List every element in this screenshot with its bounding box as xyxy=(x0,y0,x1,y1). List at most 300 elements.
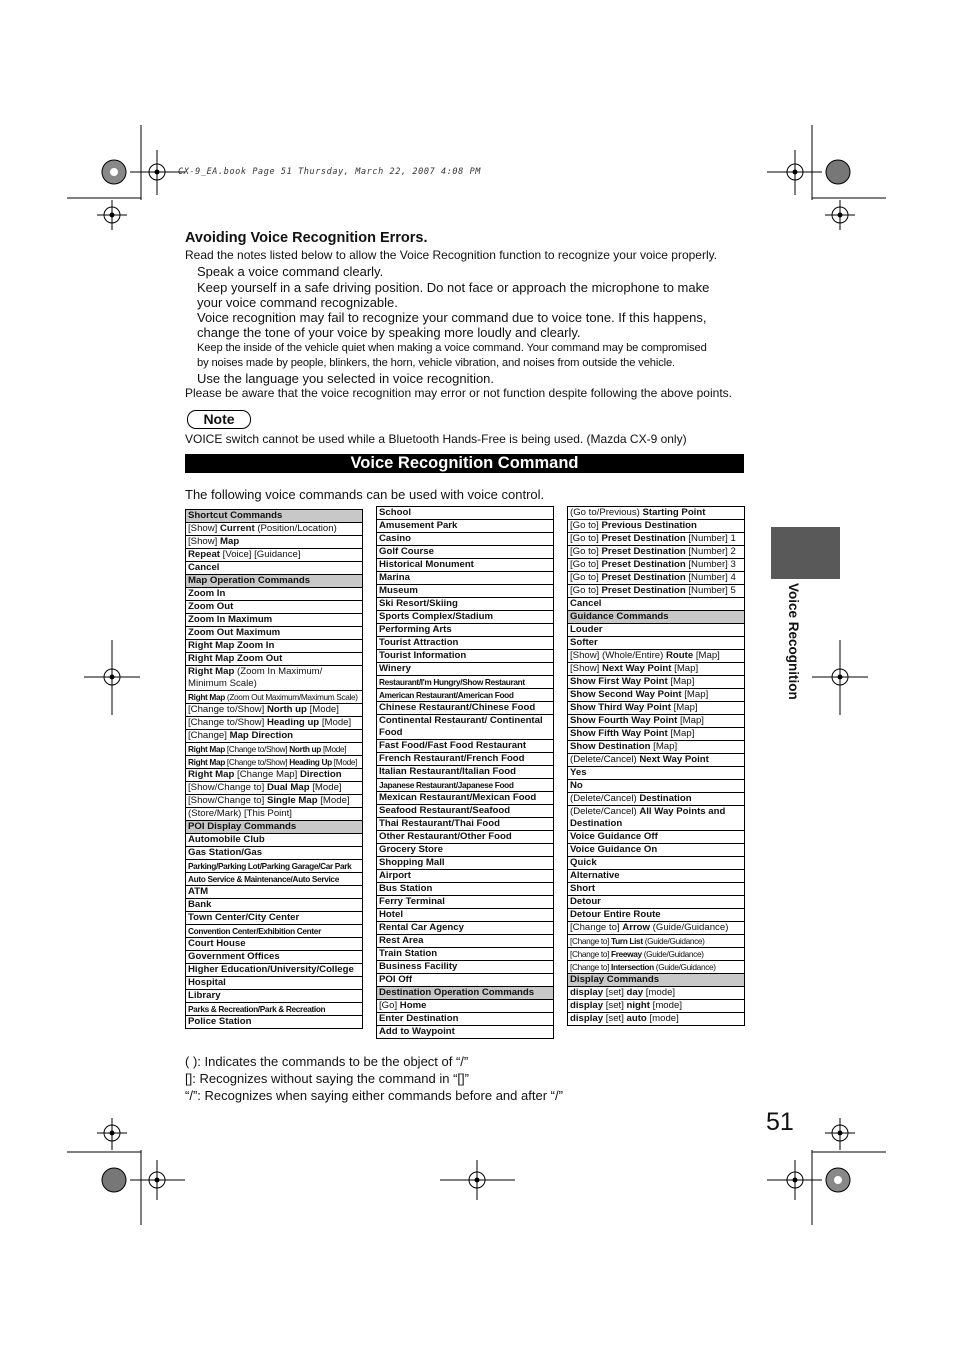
command-row xyxy=(568,624,744,637)
bullet-5: Use the language you selected in voice recognition. xyxy=(197,371,495,386)
command-text: [Show/Change to] xyxy=(188,782,267,793)
command-text: [Change to] xyxy=(570,962,612,972)
bullet-1: Speak a voice command clearly. xyxy=(197,264,384,279)
command-text: (Zoom Out Maximum/Maximum Scale) xyxy=(224,692,358,702)
command-section-header xyxy=(568,611,744,624)
command-text: [Number] 3 xyxy=(685,559,736,570)
command-row xyxy=(377,805,553,818)
command-text: Louder xyxy=(570,624,603,635)
command-row xyxy=(186,964,362,977)
command-row xyxy=(377,740,553,753)
command-text: POI Off xyxy=(379,974,413,985)
command-text: (Delete/Cancel) xyxy=(570,793,640,804)
command-text: Fast Food/Fast Food Restaurant xyxy=(379,740,527,751)
command-row xyxy=(186,834,362,847)
command-row xyxy=(568,520,744,533)
command-text: Right Map xyxy=(188,692,225,702)
command-row xyxy=(568,831,744,844)
command-text: Arrow xyxy=(622,922,650,933)
command-text: [Change Map] xyxy=(234,769,300,780)
command-text: (Guide/Guidance) xyxy=(641,949,704,959)
command-text: Golf Course xyxy=(379,546,434,557)
command-row xyxy=(186,717,362,730)
command-row xyxy=(377,870,553,883)
command-text: [Mode] xyxy=(331,757,358,767)
commands-intro: The following voice commands can be used with voice control. xyxy=(185,487,545,502)
command-text: Show First Way Point xyxy=(570,676,668,687)
command-text: (Zoom In Maximum/ Minimum Scale) xyxy=(188,666,323,689)
command-row xyxy=(377,909,553,922)
command-text: (Delete/Cancel) xyxy=(570,754,640,765)
command-row xyxy=(568,507,744,520)
command-text: [Show/Change to] xyxy=(188,795,267,806)
command-text: Short xyxy=(570,883,596,894)
command-text: [Mode] xyxy=(309,782,342,793)
avoid-intro: Read the notes listed below to allow the Voice Recognition function to recognize your voice properly. xyxy=(185,248,718,262)
command-text: French Restaurant/French Food xyxy=(379,753,525,764)
command-text: Show Fifth Way Point xyxy=(570,728,668,739)
command-row xyxy=(568,883,744,896)
command-text: [Mode] xyxy=(321,744,347,754)
avoid-errors-title: Avoiding Voice Recognition Errors. xyxy=(185,230,428,246)
command-row xyxy=(377,559,553,572)
command-text: Ski Resort/Skiing xyxy=(379,598,458,609)
command-text: [Number] 5 xyxy=(685,585,736,596)
command-text: American Restaurant/American Food xyxy=(379,690,514,700)
command-text: Government Offices xyxy=(188,951,280,962)
command-text: Higher Education/University/College xyxy=(188,964,354,975)
command-text: Parks & Recreation/Park & Recreation xyxy=(188,1004,326,1014)
command-text: School xyxy=(379,507,411,518)
command-row xyxy=(186,730,362,743)
command-text: (Guide/Guidance) xyxy=(642,936,705,946)
command-row xyxy=(377,844,553,857)
command-row xyxy=(186,886,362,899)
command-text: Preset Destination xyxy=(601,585,686,596)
command-row xyxy=(377,1000,553,1013)
command-row xyxy=(568,909,744,922)
command-text: [Mode] xyxy=(306,704,339,715)
command-text: (Store/Mark) [This Point] xyxy=(188,808,292,819)
command-text: Amusement Park xyxy=(379,520,458,531)
command-text: Heading up xyxy=(266,717,320,728)
command-text: Casino xyxy=(379,533,411,544)
command-row xyxy=(568,948,744,961)
command-text: Sports Complex/Stadium xyxy=(379,611,494,622)
command-row xyxy=(568,598,744,611)
command-text: [Change to/Show] xyxy=(188,704,267,715)
command-row xyxy=(377,792,553,805)
command-row xyxy=(377,572,553,585)
command-text: [Go to] xyxy=(570,520,602,531)
command-text: Historical Monument xyxy=(379,559,474,570)
command-text: display xyxy=(570,1000,604,1011)
command-row xyxy=(377,857,553,870)
command-row xyxy=(377,818,553,831)
command-text: Parking/Parking Lot/Parking Garage/Car Park xyxy=(188,861,352,871)
command-row xyxy=(186,1016,362,1029)
command-text: Voice Guidance On xyxy=(570,844,658,855)
command-text: [Mode] xyxy=(317,795,350,806)
command-text: [Show] (Whole/Entire) xyxy=(570,650,666,661)
command-text: Freeway xyxy=(611,949,642,959)
command-text: Next Way Point xyxy=(639,754,709,765)
command-text: Gas Station/Gas xyxy=(188,847,263,858)
command-row xyxy=(568,728,744,741)
command-text: Cancel xyxy=(570,598,602,609)
command-row xyxy=(186,666,362,691)
bullet-2-line-2: your voice command recognizable. xyxy=(197,295,398,310)
command-text: Town Center/City Center xyxy=(188,912,300,923)
command-text: Intersection xyxy=(611,962,654,972)
command-text: Preset Destination xyxy=(601,546,686,557)
command-text: [Go to] xyxy=(570,559,602,570)
command-text: Turn List xyxy=(611,936,643,946)
command-text: [Go to] xyxy=(570,533,602,544)
command-row xyxy=(186,549,362,562)
command-text: Softer xyxy=(570,637,598,648)
command-text: night xyxy=(626,1000,650,1011)
command-text: Right Map xyxy=(188,666,235,677)
command-text: Destination Operation Commands xyxy=(379,987,535,998)
print-header: CX-9_EA.book Page 51 Thursday, March 22, 2007 4:08 PM xyxy=(178,167,482,177)
command-text: [Change to] xyxy=(570,949,612,959)
command-text: [Map] xyxy=(667,676,695,687)
command-text: [Go to] xyxy=(570,585,602,596)
command-row xyxy=(568,533,744,546)
command-row xyxy=(186,627,362,640)
command-row xyxy=(186,601,362,614)
command-text: Marina xyxy=(379,572,410,583)
command-text: Continental Restaurant/ Continental Food xyxy=(379,715,543,738)
command-text: Map Operation Commands xyxy=(188,575,311,586)
section-title-bar: Voice Recognition Command xyxy=(185,454,744,473)
command-row xyxy=(377,533,553,546)
command-row xyxy=(568,922,744,935)
command-text: Enter Destination xyxy=(379,1013,459,1024)
command-row xyxy=(377,753,553,766)
command-row xyxy=(377,935,553,948)
command-text: [Map] xyxy=(693,650,720,661)
command-text: Ferry Terminal xyxy=(379,896,445,907)
command-row xyxy=(377,507,553,520)
bullet-4-line-2: by noises made by people, blinkers, the horn, vehicle vibration, and noises from outside the vehicle. xyxy=(197,357,676,369)
command-row xyxy=(186,847,362,860)
command-row xyxy=(568,702,744,715)
command-text: Right Map xyxy=(188,757,225,767)
command-text: Right Map Zoom In xyxy=(188,640,275,651)
command-text: Police Station xyxy=(188,1016,252,1027)
command-text: Seafood Restaurant/Seafood xyxy=(379,805,511,816)
command-text: Performing Arts xyxy=(379,624,452,635)
command-text: Library xyxy=(188,990,221,1001)
command-row xyxy=(377,1013,553,1026)
command-column-2 xyxy=(376,506,554,1039)
command-text: [Change to] xyxy=(570,936,612,946)
command-text: [Go to] xyxy=(570,572,602,583)
command-text: Right Map xyxy=(188,769,235,780)
command-text: Grocery Store xyxy=(379,844,443,855)
command-row xyxy=(568,987,744,1000)
command-text: Guidance Commands xyxy=(570,611,669,622)
command-row xyxy=(568,780,744,793)
command-text: Zoom In xyxy=(188,588,226,599)
command-text: Mexican Restaurant/Mexican Food xyxy=(379,792,537,803)
command-text: Italian Restaurant/Italian Food xyxy=(379,766,516,777)
command-text: Other Restaurant/Other Food xyxy=(379,831,512,842)
command-text: Map xyxy=(220,536,240,547)
command-text: Alternative xyxy=(570,870,620,881)
command-row xyxy=(377,611,553,624)
command-text: (Go to/Previous) xyxy=(570,507,643,518)
command-text: No xyxy=(570,780,583,791)
command-row xyxy=(377,715,553,740)
command-row xyxy=(568,585,744,598)
command-row xyxy=(377,922,553,935)
command-text: Right Map xyxy=(188,744,225,754)
command-text: [mode] xyxy=(649,1000,682,1011)
command-row xyxy=(377,650,553,663)
command-text: Hospital xyxy=(188,977,226,988)
command-text: [Go] xyxy=(379,1000,400,1011)
command-row xyxy=(186,912,362,925)
command-row xyxy=(377,974,553,987)
command-row xyxy=(377,663,553,676)
command-text: Airport xyxy=(379,870,411,881)
command-row xyxy=(186,977,362,990)
command-text: [Change] xyxy=(188,730,230,741)
command-row xyxy=(377,831,553,844)
command-section-header xyxy=(186,575,362,588)
command-text: North up xyxy=(289,744,321,754)
command-text: [Mode] xyxy=(319,717,352,728)
command-text: Shopping Mall xyxy=(379,857,445,868)
command-row xyxy=(377,896,553,909)
command-row xyxy=(568,844,744,857)
command-row xyxy=(186,743,362,756)
legend-brackets: []: Recognizes without saying the command in “[]” xyxy=(185,1071,469,1086)
command-text: [Show] xyxy=(188,536,220,547)
command-row xyxy=(568,559,744,572)
command-text: Dual Map xyxy=(266,782,310,793)
command-row xyxy=(568,650,744,663)
command-text: Thai Restaurant/Thai Food xyxy=(379,818,500,829)
command-text: [Number] 4 xyxy=(685,572,736,583)
command-text: Cancel xyxy=(188,562,220,573)
command-text: Right Map Zoom Out xyxy=(188,653,283,664)
command-text: Preset Destination xyxy=(601,559,686,570)
command-text: Display Commands xyxy=(570,974,660,985)
command-text: Preset Destination xyxy=(601,533,686,544)
command-row xyxy=(186,653,362,666)
command-row xyxy=(377,961,553,974)
command-text: day xyxy=(626,987,644,998)
command-text: [Voice] [Guidance] xyxy=(220,549,301,560)
command-row xyxy=(377,779,553,792)
command-row xyxy=(186,951,362,964)
command-row xyxy=(186,769,362,782)
side-tab-label: Voice Recognition xyxy=(786,583,801,700)
command-text: Tourist Information xyxy=(379,650,467,661)
command-text: [Change to/Show] xyxy=(188,717,267,728)
command-text: Zoom Out Maximum xyxy=(188,627,281,638)
command-row xyxy=(568,546,744,559)
command-row xyxy=(186,614,362,627)
command-text: Show Destination xyxy=(570,741,651,752)
command-text: Show Third Way Point xyxy=(570,702,671,713)
command-text: [Map] xyxy=(671,663,699,674)
avoid-outro: Please be aware that the voice recognition may error or not function despite following the above points. xyxy=(185,386,732,400)
command-text: Auto Service & Maintenance/Auto Service xyxy=(188,874,339,884)
command-row xyxy=(377,948,553,961)
command-text: (Delete/Cancel) xyxy=(570,806,640,817)
command-text: Destination xyxy=(639,793,692,804)
command-row xyxy=(377,624,553,637)
command-text: Current xyxy=(220,523,255,534)
command-row xyxy=(377,546,553,559)
command-text: [Change to] xyxy=(570,922,623,933)
command-row xyxy=(568,1013,744,1026)
command-section-header xyxy=(377,987,553,1000)
command-row xyxy=(377,1026,553,1039)
command-text: Court House xyxy=(188,938,246,949)
command-section-header xyxy=(186,510,362,523)
command-row xyxy=(186,588,362,601)
command-text: [Map] xyxy=(670,702,698,713)
command-text: [set] xyxy=(603,987,627,998)
command-text: Repeat xyxy=(188,549,220,560)
command-text: [Show] xyxy=(188,523,220,534)
command-row xyxy=(186,925,362,938)
command-text: [mode] xyxy=(643,987,676,998)
command-text: [Change to/Show] xyxy=(224,757,290,767)
command-row xyxy=(186,523,362,536)
command-section-header xyxy=(568,974,744,987)
command-text: ATM xyxy=(188,886,209,897)
command-row xyxy=(186,873,362,886)
command-text: Hotel xyxy=(379,909,403,920)
command-row xyxy=(186,1003,362,1016)
command-row xyxy=(186,860,362,873)
command-text: All Way Points and Destination xyxy=(570,806,726,829)
command-row xyxy=(186,536,362,549)
bullet-3-line-1: Voice recognition may fail to recognize your command due to voice tone. If this happens, xyxy=(197,310,707,325)
command-text: [Map] xyxy=(677,715,704,726)
command-row xyxy=(568,767,744,780)
command-text: Previous Destination xyxy=(601,520,697,531)
note-badge: Note xyxy=(187,410,251,429)
command-row xyxy=(568,896,744,909)
command-text: Yes xyxy=(570,767,587,778)
command-row xyxy=(186,899,362,912)
legend-slash: “/”: Recognizes when saying either commands before and after “/” xyxy=(185,1088,563,1103)
legend-parentheses: ( ): Indicates the commands to be the object of “/” xyxy=(185,1054,469,1069)
command-row xyxy=(186,704,362,717)
command-row xyxy=(377,702,553,715)
command-text: display xyxy=(570,987,604,998)
command-text: Home xyxy=(399,1000,427,1011)
command-row xyxy=(568,676,744,689)
command-text: Convention Center/Exhibition Center xyxy=(188,926,321,936)
command-text: Single Map xyxy=(266,795,318,806)
command-text: Museum xyxy=(379,585,418,596)
bullet-4-line-1: Keep the inside of the vehicle quiet when making a voice command. Your command may be compromised xyxy=(197,342,707,354)
command-text: Show Second Way Point xyxy=(570,689,682,700)
command-text: Chinese Restaurant/Chinese Food xyxy=(379,702,536,713)
command-text: Next Way Point xyxy=(602,663,672,674)
command-text: [set] xyxy=(603,1000,627,1011)
command-text: [mode] xyxy=(646,1013,679,1024)
command-text: Japanese Restaurant/Japanese Food xyxy=(379,780,514,790)
command-text: Rest Area xyxy=(379,935,424,946)
command-row xyxy=(377,766,553,779)
command-text: Business Facility xyxy=(379,961,458,972)
command-row xyxy=(186,640,362,653)
command-text: Direction xyxy=(299,769,342,780)
command-section-header xyxy=(186,821,362,834)
command-text: [Map] xyxy=(681,689,709,700)
command-row xyxy=(186,782,362,795)
command-text: Add to Waypoint xyxy=(379,1026,455,1037)
command-row xyxy=(186,938,362,951)
note-text: VOICE switch cannot be used while a Bluetooth Hands-Free is being used. (Mazda CX-9 only) xyxy=(185,432,687,446)
command-text: Shortcut Commands xyxy=(188,510,283,521)
command-column-1 xyxy=(185,509,363,1029)
command-text: Train Station xyxy=(379,948,438,959)
command-text: [Go to] xyxy=(570,546,602,557)
command-text: [Change to/Show] xyxy=(224,744,290,754)
command-text: display xyxy=(570,1013,604,1024)
command-text: Bank xyxy=(188,899,212,910)
command-row xyxy=(568,1000,744,1013)
command-row xyxy=(186,562,362,575)
command-row xyxy=(568,689,744,702)
command-row xyxy=(568,715,744,728)
command-row xyxy=(377,520,553,533)
bullet-3-line-2: change the tone of your voice by speaking more loudly and clearly. xyxy=(197,325,581,340)
command-text: Rental Car Agency xyxy=(379,922,464,933)
command-row xyxy=(377,883,553,896)
command-text: auto xyxy=(626,1013,647,1024)
command-text: Route xyxy=(665,650,694,661)
command-row xyxy=(568,572,744,585)
command-row xyxy=(568,870,744,883)
command-text: (Position/Location) xyxy=(254,523,337,534)
command-row xyxy=(377,689,553,702)
command-row xyxy=(568,793,744,806)
command-row xyxy=(568,663,744,676)
command-text: (Guide/Guidance) xyxy=(653,962,716,972)
command-text: Zoom In Maximum xyxy=(188,614,273,625)
command-text: (Guide/Guidance) xyxy=(650,922,729,933)
command-text: Quick xyxy=(570,857,597,868)
command-text: Detour Entire Route xyxy=(570,909,661,920)
command-row xyxy=(186,795,362,808)
command-row xyxy=(568,741,744,754)
command-text: Heading Up xyxy=(289,757,332,767)
command-row xyxy=(186,808,362,821)
command-row xyxy=(568,935,744,948)
command-text: [Map] xyxy=(650,741,678,752)
command-text: Bus Station xyxy=(379,883,433,894)
command-row xyxy=(377,676,553,689)
command-row xyxy=(186,990,362,1003)
command-row xyxy=(377,598,553,611)
command-row xyxy=(568,806,744,831)
command-row xyxy=(377,637,553,650)
command-text: Winery xyxy=(379,663,411,674)
command-text: Automobile Club xyxy=(188,834,265,845)
